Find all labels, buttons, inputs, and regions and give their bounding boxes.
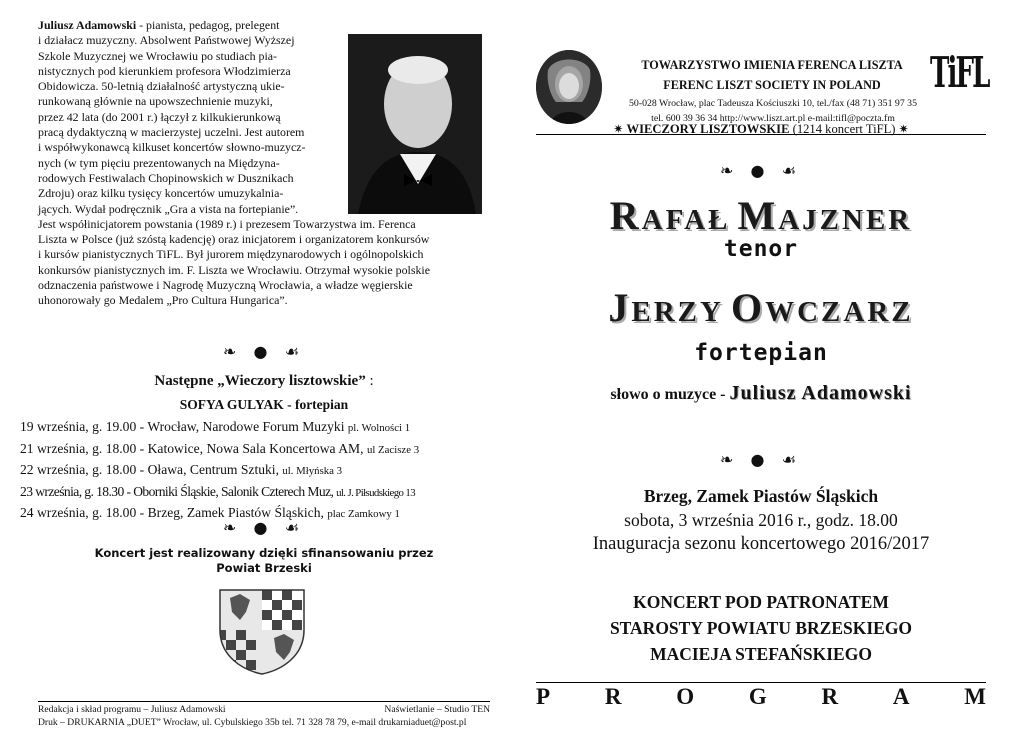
event-main: 19 września, g. 19.00 - Wrocław, Narodowe Forum Muzyki: [20, 419, 348, 434]
society-address: 50-028 Wrocław, plac Tadeusza Kościuszki 10, tel./fax (48 71) 351 97 35: [612, 98, 934, 109]
bio-line: Jest współinicjatorem powstania (1989 r.) i prezesem Towarzystwa im. Ferenca: [38, 217, 490, 232]
artist-initial: O: [731, 285, 765, 330]
bio-line: nistycznych pod kierunkiem profesora Włodzimierza: [38, 64, 340, 79]
sponsor-line: Koncert jest realizowany dzięki sfinansowaniu przez: [38, 546, 490, 561]
bio-line: konkursów pianistycznych im. F. Liszta we Wrocławiu. Otrzymał wysokie polskie: [38, 263, 490, 278]
event-main: 24 września, g. 18.00 - Brzeg, Zamek Piastów Śląskich,: [20, 505, 327, 520]
bio-line: nych (w tym pięciu prezentowanych na Międzyna-: [38, 156, 340, 171]
concert-series: [536, 122, 986, 137]
patronage-line: KONCERT POD PATRONATEM: [536, 592, 986, 613]
season-note: Inauguracja sezonu koncertowego 2016/2017: [536, 534, 986, 555]
list-item: [20, 417, 500, 439]
series-name: WIECZORY LISZTOWSKIE: [627, 122, 790, 136]
event-main: 21 września, g. 18.00 - Katowice, Nowa Sala Koncertowa AM,: [20, 441, 367, 456]
list-item: [20, 439, 500, 461]
artist-initial: M: [737, 193, 778, 238]
sponsor-note: [38, 546, 490, 576]
star-icon: ✷: [899, 122, 909, 136]
concert-date: sobota, 3 września 2016 r., godz. 18.00: [536, 510, 986, 531]
speaker-line: [536, 382, 986, 405]
event-list: [20, 417, 500, 525]
event-address: ul. Młyńska 3: [282, 465, 342, 477]
artist-role: fortepian: [536, 340, 986, 366]
program-letter: R: [605, 684, 622, 710]
patronage-line: MACIEJA STEFAŃSKIEGO: [536, 644, 986, 665]
credits-lighting: Naświetlanie – Studio TEN: [384, 704, 490, 717]
artist-name: [536, 192, 986, 239]
bio-line: i kursów pianistycznych TiFL. Był jurorem międzynarodowych i ogólnopolskich: [38, 247, 490, 262]
speaker-prefix: słowo o muzyce -: [610, 386, 729, 403]
society-contact: tel. 600 39 36 34 http://www.liszt.art.pl e-mail:tifl@poczta.fm: [612, 113, 934, 124]
bio-top-block: [38, 18, 340, 217]
event-main: 23 września, g. 18.30 - Oborniki Śląskie, Salonik Czterech Muz,: [20, 484, 336, 499]
program-letter: A: [893, 684, 910, 710]
tifl-logo: TiFL: [930, 48, 989, 97]
bio-line: rodowych Festiwalach Chopinowskich w Dusznikach: [38, 171, 340, 186]
bio-line: odznaczenia państwowe i Nagrodę Muzyczną Wrocławia, a władze węgierskie: [38, 278, 490, 293]
star-icon: ✷: [613, 122, 623, 136]
program-heading: [536, 684, 986, 710]
artist-first-rest: ERZY: [631, 296, 724, 328]
next-events-performer: SOFYA GULYAK - fortepian: [38, 397, 490, 413]
liszt-portrait-icon: [536, 50, 602, 124]
ornament-divider: ❧ ● ☙: [38, 342, 490, 361]
event-main: 22 września, g. 18.00 - Oława, Centrum Sztuki,: [20, 462, 282, 477]
artist-last-rest: WCZARZ: [765, 296, 914, 328]
patronage-line: STAROSTY POWIATU BRZESKIEGO: [536, 618, 986, 639]
artist-initial: R: [610, 193, 642, 238]
society-name-pl: TOWARZYSTWO IMIENIA FERENCA LISZTA: [612, 58, 932, 73]
event-address: ul Zacisze 3: [367, 444, 419, 456]
sponsor-name: Powiat Brzeski: [38, 561, 490, 576]
society-name-en: FERENC LISZT SOCIETY IN POLAND: [612, 78, 932, 93]
speaker-name: Juliusz Adamowski: [730, 382, 912, 404]
event-address: pl. Wolności 1: [348, 422, 410, 434]
left-page: [38, 18, 490, 718]
right-page: [536, 18, 986, 718]
program-letter: O: [676, 684, 694, 710]
bio-line: runkowaną głównie na upowszechnienie muzyki,: [38, 94, 340, 109]
ornament-divider: ❧ ● ☙: [536, 161, 986, 180]
next-events-title: [38, 373, 490, 390]
bio-full-block: [38, 217, 490, 309]
bio-line: Obidowicza. 50-letnią działalność artystyczną ukie-: [38, 79, 340, 94]
event-address: ul. J. Piłsudskiego 13: [336, 487, 415, 499]
next-events-title-text: Następne „Wieczory lisztowskie”: [154, 373, 365, 389]
bio-line: Zdroju) oraz kilku tysięcy koncertów umuzykalnia-: [38, 186, 340, 201]
credits-editor: Redakcja i skład programu – Juliusz Adamowski: [38, 704, 226, 717]
bio-lead-name: Juliusz Adamowski: [38, 18, 136, 32]
artist-name: [536, 284, 986, 331]
program-letter: P: [536, 684, 550, 710]
footer-divider: [536, 682, 986, 683]
bio-text: [38, 18, 490, 309]
bio-line-0: [38, 18, 340, 33]
bio-line: i współwykonawcą kilkuset koncertów słowno-muzycz-: [38, 140, 340, 155]
program-letter: R: [821, 684, 838, 710]
event-address: plac Zamkowy 1: [327, 508, 400, 520]
ornament-divider: ❧ ● ☙: [38, 518, 490, 537]
bio-line: i działacz muzyczny. Absolwent Państwowej Wyższej: [38, 33, 340, 48]
bio-line: pracą dydaktyczną w macierzystej uczelni. Jest autorem: [38, 125, 340, 140]
program-letter: G: [749, 684, 767, 710]
credits-print: Druk – DRUKARNIA „DUET” Wrocław, ul. Cybulskiego 35b tel. 71 328 78 79, e-mail drukarniaduet@post.pl: [38, 717, 490, 729]
ornament-divider: ❧ ● ☙: [536, 450, 986, 469]
bio-line: Szkole Muzycznej we Wrocławiu po studiach pia-: [38, 49, 340, 64]
credits-row: [38, 704, 490, 717]
bio-line: uhonorowały go Medalem „Pro Cultura Hungarica”.: [38, 293, 490, 308]
next-events-colon: :: [366, 373, 374, 389]
artist-last-rest: AJZNER: [778, 204, 912, 236]
series-detail: (1214 koncert TiFL): [789, 122, 898, 136]
bio-line: przez 42 lata (do 2001 r.) łączył z kilkukierunkową: [38, 110, 340, 125]
bio-line: Liszta w Polsce (już szóstą kadencję) oraz inicjatorem i organizatorem konkursów: [38, 232, 490, 247]
artist-first-rest: AFAŁ: [642, 204, 731, 236]
venue-name: Brzeg, Zamek Piastów Śląskich: [536, 486, 986, 507]
list-item: [20, 482, 500, 504]
program-letter: M: [964, 684, 986, 710]
artist-role: tenor: [536, 236, 986, 262]
artist-initial: J: [608, 285, 631, 330]
bio-line-text: - pianista, pedagog, prelegent: [136, 18, 279, 32]
society-header: [536, 34, 986, 134]
bio-line: jących. Wydał podręcznik „Gra a vista na fortepianie”.: [38, 202, 340, 217]
list-item: [20, 460, 500, 482]
coat-of-arms-icon: [216, 586, 308, 676]
